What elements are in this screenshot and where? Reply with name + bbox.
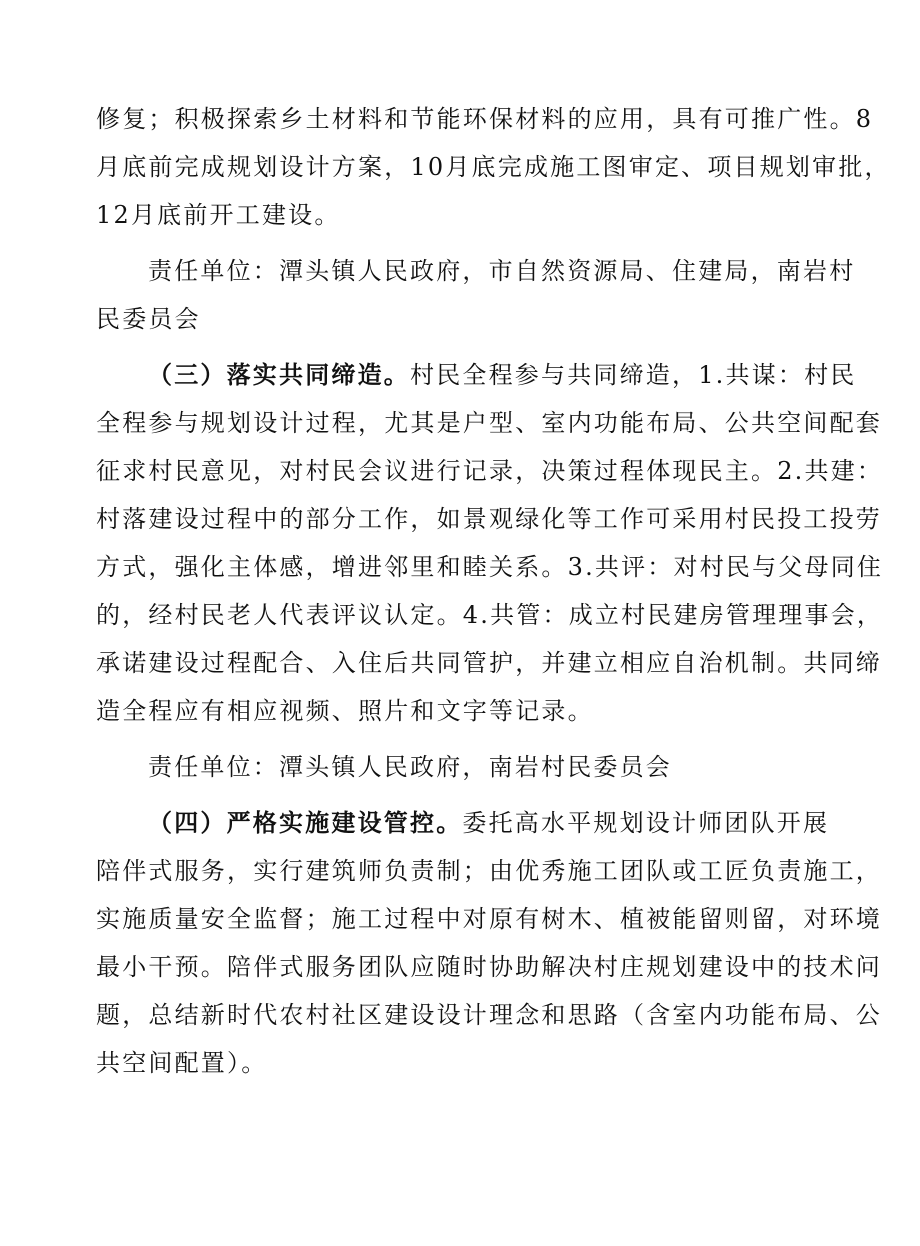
document-page	[96, 95, 891, 1095]
section-heading: （四）严格实施建设管控。	[148, 808, 463, 837]
text-line: 责任单位：潭头镇人民政府，南岩村民委员会	[148, 753, 672, 781]
text-line: 责任单位：潭头镇人民政府，市自然资源局、住建局，南岩村	[148, 257, 856, 285]
text-line: 承诺建设过程配合、入住后共同管护，并建立相应自治机制。共同缔	[96, 649, 882, 677]
text-line: 陪伴式服务，实行建筑师负责制；由优秀施工团队或工匠负责施工，	[96, 857, 882, 885]
text-line: 题，总结新时代农村社区建设设计理念和思路（含室内功能布局、公	[96, 1001, 882, 1029]
text-line	[96, 351, 857, 399]
paragraph-section-three	[96, 351, 884, 735]
text-line: 修复；积极探索乡土材料和节能环保材料的应用，具有可推广性。8	[96, 105, 874, 133]
text-line: 共空间配置）。	[96, 1049, 268, 1077]
section-heading: （三）落实共同缔造。	[148, 360, 410, 389]
text-line: 村落建设过程中的部分工作，如景观绿化等工作可采用村民投工投劳	[96, 505, 882, 533]
text-run: 村民全程参与共同缔造，1.共谋：村民	[410, 361, 857, 389]
text-line: 方式，强化主体感，增进邻里和睦关系。3.共评：对村民与父母同住	[96, 553, 884, 581]
text-line: 民委员会	[96, 305, 201, 333]
text-line: 全程参与规划设计过程，尤其是户型、室内功能布局、公共空间配套	[96, 409, 882, 437]
paragraph-responsibility-two	[96, 247, 856, 343]
paragraph-section-four	[96, 799, 882, 1087]
text-line: 月底前完成规划设计方案，10月底完成施工图审定、项目规划审批，	[96, 153, 891, 181]
text-line: 12月底前开工建设。	[96, 201, 341, 229]
paragraph-responsibility-three	[96, 743, 832, 791]
text-line: 最小干预。陪伴式服务团队应随时协助解决村庄规划建设中的技术问	[96, 953, 882, 981]
paragraph-section-two-end	[96, 95, 891, 239]
text-run: 委托高水平规划设计师团队开展	[462, 809, 830, 837]
text-line: 的，经村民老人代表评议认定。4.共管：成立村民建房管理理事会，	[96, 601, 884, 629]
text-line: 征求村民意见，对村民会议进行记录，决策过程体现民主。2.共建：	[96, 457, 884, 485]
text-line: 造全程应有相应视频、照片和文字等记录。	[96, 697, 594, 725]
text-line: 实施质量安全监督；施工过程中对原有树木、植被能留则留，对环境	[96, 905, 882, 933]
text-line	[96, 799, 832, 847]
